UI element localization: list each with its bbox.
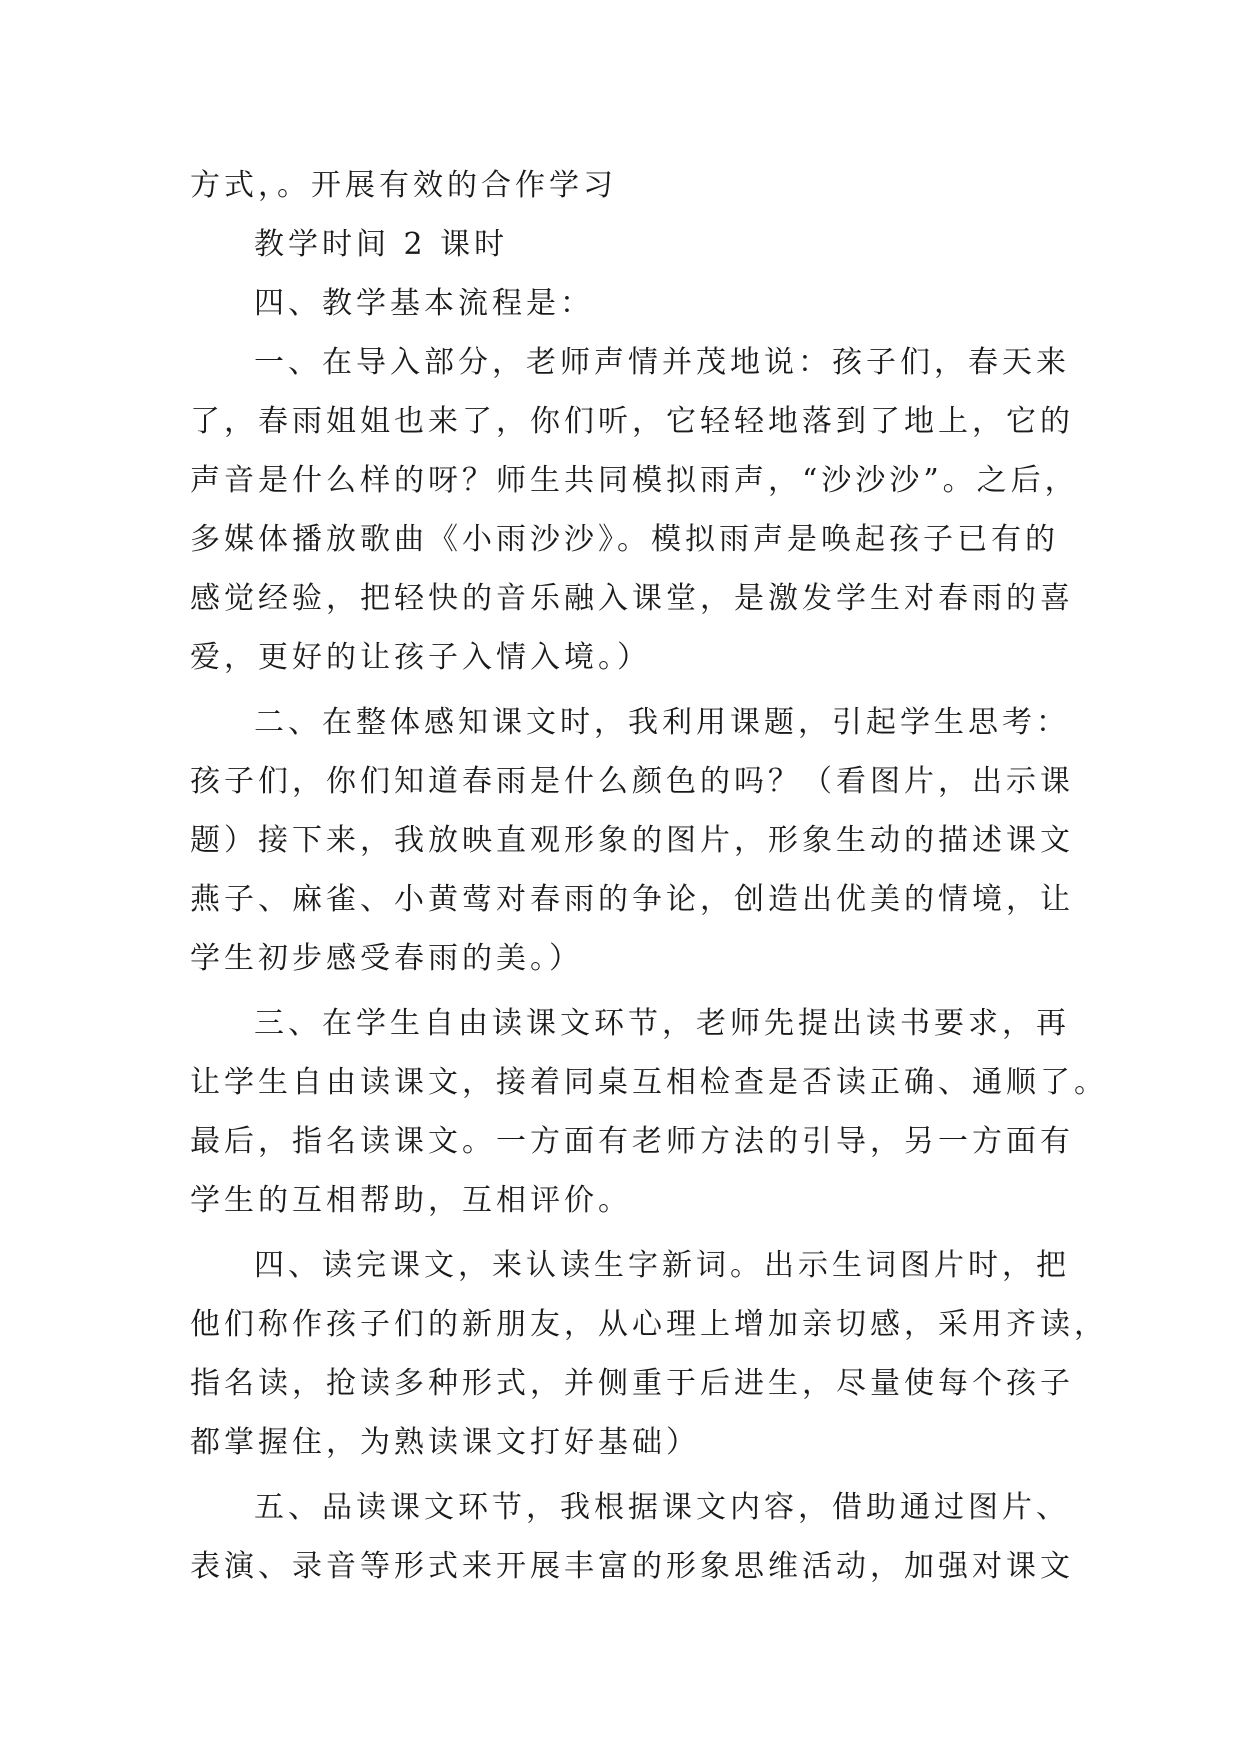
paragraph-heading-line: 三、在学生自由读课文环节，老师先提出读书要求，再 xyxy=(254,1006,1070,1041)
paragraph-heading-line: 一、在导入部分，老师声情并茂地说：孩子们，春天来 xyxy=(254,345,1070,380)
text-line: 最后，指名读课文。一方面有老师方法的引导，另一方面有 xyxy=(190,1124,1074,1159)
text-line: 多媒体播放歌曲《小雨沙沙》。模拟雨声是唤起孩子已有的 xyxy=(190,522,1059,557)
text-line: 声音是什么样的呀？师生共同模拟雨声，“沙沙沙”。之后， xyxy=(190,463,1079,498)
text-line: 他们称作孩子们的新朋友，从心理上增加亲切感，采用齐读， xyxy=(190,1307,1108,1342)
text-line: 感觉经验，把轻快的音乐融入课堂，是激发学生对春雨的喜 xyxy=(190,581,1074,616)
text-line: 都掌握住，为熟读课文打好基础） xyxy=(190,1425,700,1460)
text-line: 指名读，抢读多种形式，并侧重于后进生，尽量使每个孩子 xyxy=(190,1366,1074,1401)
text-line: 燕子、麻雀、小黄莺对春雨的争论，创造出优美的情境，让 xyxy=(190,882,1074,917)
text-line: 爱，更好的让孩子入情入境。） xyxy=(190,640,651,675)
paragraph-heading-line: 五、品读课文环节，我根据课文内容，借助通过图片、 xyxy=(254,1490,1070,1525)
text-line: 了，春雨姐姐也来了，你们听，它轻轻地落到了地上，它的 xyxy=(190,404,1074,439)
text-line: 表演、录音等形式来开展丰富的形象思维活动，加强对课文 xyxy=(190,1549,1074,1584)
text-line: 方式，。开展有效的合作学习 xyxy=(190,168,617,203)
text-line: 学生的互相帮助，互相评价。 xyxy=(190,1183,632,1218)
text-line: 题）接下来，我放映直观形象的图片，形象生动的描述课文 xyxy=(190,823,1074,858)
text-line: 让学生自由读课文，接着同桌互相检查是否读正确、通顺了。 xyxy=(190,1065,1108,1100)
paragraph-heading-line: 四、读完课文，来认读生字新词。出示生词图片时，把 xyxy=(254,1248,1070,1283)
text-line: 教学时间 2 课时 xyxy=(254,227,509,262)
text-line: 四、教学基本流程是： xyxy=(254,286,594,321)
document-body xyxy=(190,156,1108,1596)
paragraph-heading-line: 二、在整体感知课文时，我利用课题，引起学生思考： xyxy=(254,705,1070,740)
text-line: 孩子们，你们知道春雨是什么颜色的吗？（看图片，出示课 xyxy=(190,764,1074,799)
text-line: 学生初步感受春雨的美。） xyxy=(190,941,583,976)
